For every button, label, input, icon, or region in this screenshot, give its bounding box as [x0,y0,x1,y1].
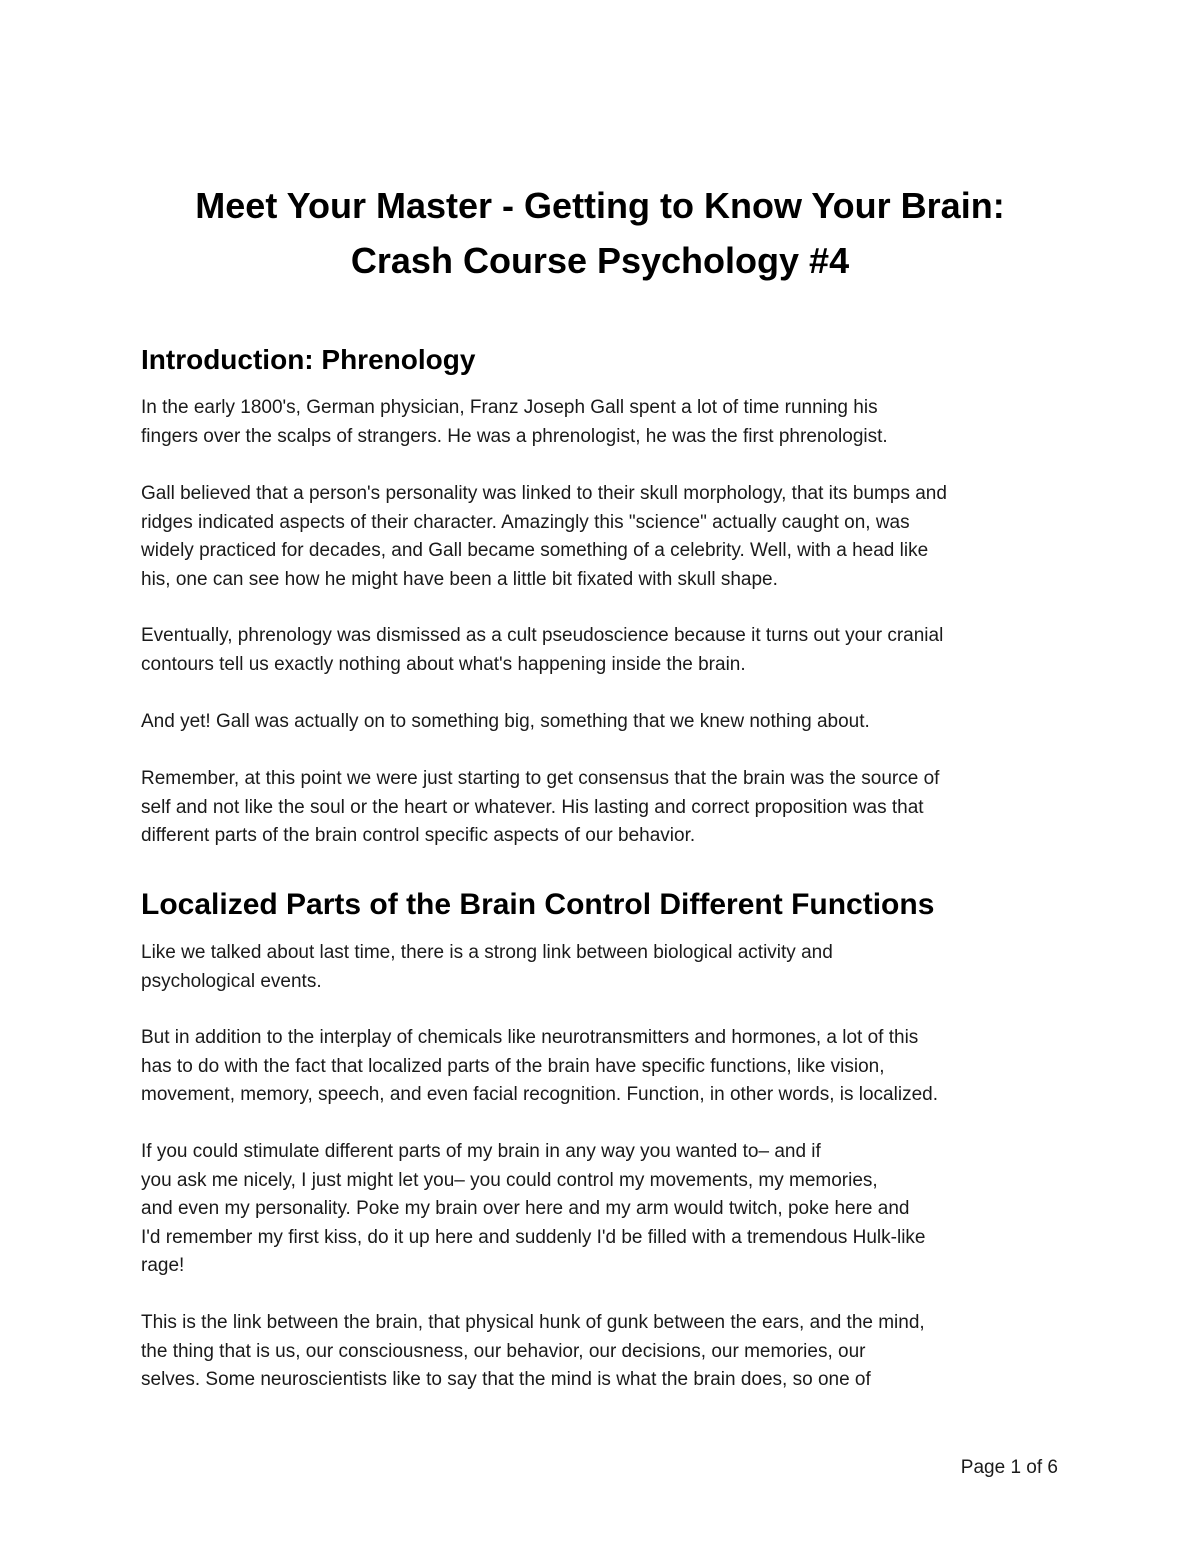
text-line: Gall believed that a person's personality was linked to their skull morphology, that its bumps and [141,483,947,504]
text-line: different parts of the brain control specific aspects of our behavior. [141,825,696,847]
section-heading-localized-parts: Localized Parts of the Brain Control Different Functions [141,888,935,921]
text-line: has to do with the fact that localized parts of the brain have specific functions, like vision, [141,1055,885,1077]
text-line: rage! [141,1255,185,1277]
text-line: In the early 1800's, German physician, Franz Joseph Gall spent a lot of time running his [141,397,878,418]
text-line: This is the link between the brain, that physical hunk of gunk between the ears, and the mind, [141,1312,925,1333]
text-line: Like we talked about last time, there is a strong link between biological activity and [141,942,833,963]
text-line: movement, memory, speech, and even facial recognition. Function, in other words, is localized. [141,1084,938,1106]
text-line: But in addition to the interplay of chemicals like neurotransmitters and hormones, a lot of this [141,1027,919,1048]
section-heading-introduction: Introduction: Phrenology [141,344,476,375]
document-title [100,178,1100,288]
text-line: And yet! Gall was actually on to something big, something that we knew nothing about. [141,711,870,732]
text-line: his, one can see how he might have been a little bit fixated with skull shape. [141,568,778,590]
paragraph [141,765,1081,851]
paragraph [141,622,1081,679]
text-line: If you could stimulate different parts of my brain in any way you wanted to– and if [141,1141,821,1162]
text-line: and even my personality. Poke my brain over here and my arm would twitch, poke here and [141,1198,910,1220]
text-line: self and not like the soul or the heart or whatever. His lasting and correct proposition was that [141,796,924,818]
text-line: you ask me nicely, I just might let you– you could control my movements, my memories, [141,1169,878,1191]
title-line: Crash Course Psychology #4 [350,240,850,281]
text-line: the thing that is us, our consciousness, our behavior, our decisions, our memories, our [141,1340,866,1362]
paragraph [141,480,1081,594]
text-line: selves. Some neuroscientists like to say that the mind is what the brain does, so one of [141,1369,871,1391]
text-line: contours tell us exactly nothing about what's happening inside the brain. [141,653,746,675]
paragraph [141,394,1081,451]
text-line: widely practiced for decades, and Gall became something of a celebrity. Well, with a head like [141,540,929,562]
page-number: Page 1 of 6 [960,1457,1058,1478]
paragraph [141,708,1081,737]
paragraph [141,1024,1081,1110]
text-line: fingers over the scalps of strangers. He was a phrenologist, he was the first phrenologist. [141,425,888,447]
text-line: Eventually, phrenology was dismissed as a cult pseudoscience because it turns out your cranial [141,625,944,646]
paragraph [141,1309,1081,1395]
text-line: psychological events. [141,970,322,992]
paragraph [141,1138,1081,1281]
title-line: Meet Your Master - Getting to Know Your Brain: [195,185,1005,226]
text-line: Remember, at this point we were just starting to get consensus that the brain was the source of [141,768,940,789]
text-line: I'd remember my first kiss, do it up here and suddenly I'd be filled with a tremendous Hulk-like [141,1226,926,1248]
paragraph [141,939,1081,996]
text-line: ridges indicated aspects of their character. Amazingly this "science" actually caught on, was [141,511,910,533]
